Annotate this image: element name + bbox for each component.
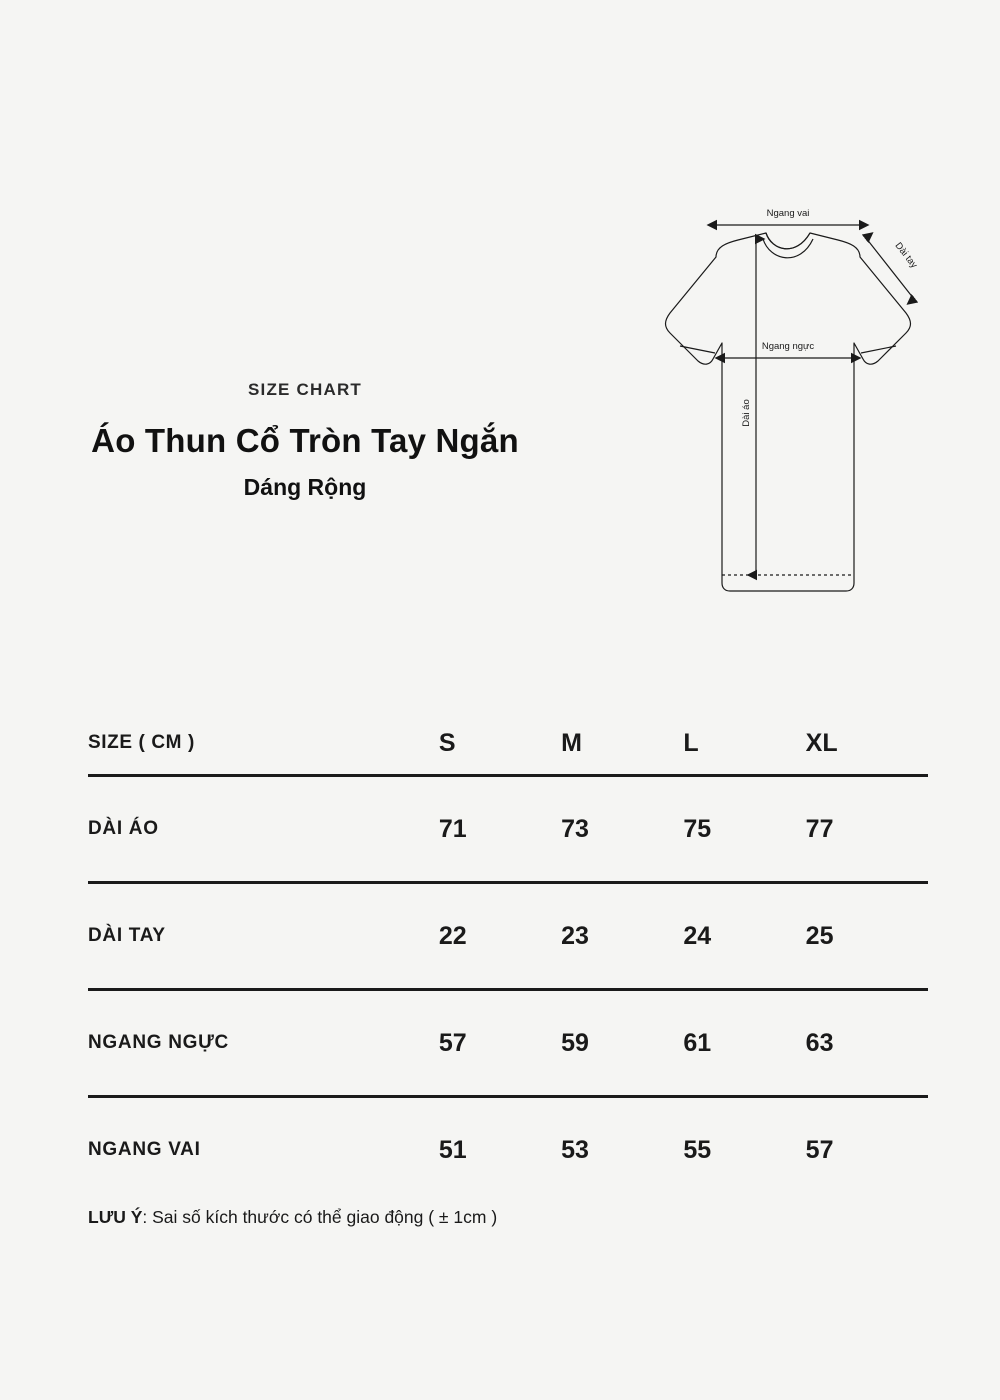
table-row (88, 990, 928, 1097)
header-block (0, 380, 610, 501)
row-label-dai-tay: DÀI TAY (88, 925, 166, 946)
disclaimer-text: : Sai số kích thước có thể giao động ( ± 1cm ) (142, 1207, 498, 1227)
cell-ngang-vai-s: 51 (438, 1135, 467, 1164)
table-header-row (88, 712, 928, 776)
cell-ngang-vai-l: 55 (683, 1135, 712, 1164)
cell-ngang-vai-m: 53 (561, 1135, 589, 1164)
cell-ngang-nguc-s: 57 (438, 1028, 467, 1057)
cell-ngang-vai-xl: 57 (805, 1135, 834, 1164)
column-header-m: M (561, 728, 582, 757)
table-row (88, 776, 928, 883)
cell-dai-tay-m: 23 (561, 921, 589, 950)
tshirt-diagram (620, 195, 970, 615)
size-table-wrap (88, 712, 928, 1202)
column-header-l: L (683, 728, 699, 757)
label-sleeve: Dài tay (892, 240, 920, 271)
cell-dai-ao-xl: 77 (805, 814, 834, 843)
cell-dai-tay-xl: 25 (805, 921, 834, 950)
column-header-xl: XL (805, 728, 838, 757)
row-label-dai-ao: DÀI ÁO (88, 818, 159, 839)
cell-ngang-nguc-xl: 63 (805, 1028, 834, 1057)
disclaimer-prefix: LƯU Ý (88, 1207, 143, 1227)
row-label-ngang-nguc: NGANG NGỰC (88, 1032, 229, 1053)
page-subtitle: Dáng Rộng (243, 474, 367, 500)
column-header-size: SIZE ( CM ) (88, 732, 195, 753)
cell-dai-tay-l: 24 (683, 921, 712, 950)
cell-dai-ao-l: 75 (683, 814, 712, 843)
cell-ngang-nguc-l: 61 (683, 1028, 712, 1057)
cell-dai-ao-s: 71 (438, 814, 467, 843)
cell-dai-tay-s: 22 (438, 921, 467, 950)
label-shoulder: Ngang vai (766, 208, 810, 219)
page-eyebrow: SIZE CHART (248, 380, 362, 399)
cell-ngang-nguc-m: 59 (561, 1028, 589, 1057)
page-title: Áo Thun Cổ Tròn Tay Ngắn (91, 422, 519, 459)
cell-dai-ao-m: 73 (561, 814, 589, 843)
size-table (88, 712, 928, 1202)
label-length: Dài áo (741, 399, 752, 427)
label-chest: Ngang ngực (761, 341, 815, 352)
row-label-ngang-vai: NGANG VAI (88, 1139, 201, 1160)
tshirt-outline (666, 233, 911, 591)
column-header-s: S (438, 728, 456, 757)
table-row (88, 883, 928, 990)
table-row (88, 1097, 928, 1203)
disclaimer-note (88, 1207, 497, 1228)
